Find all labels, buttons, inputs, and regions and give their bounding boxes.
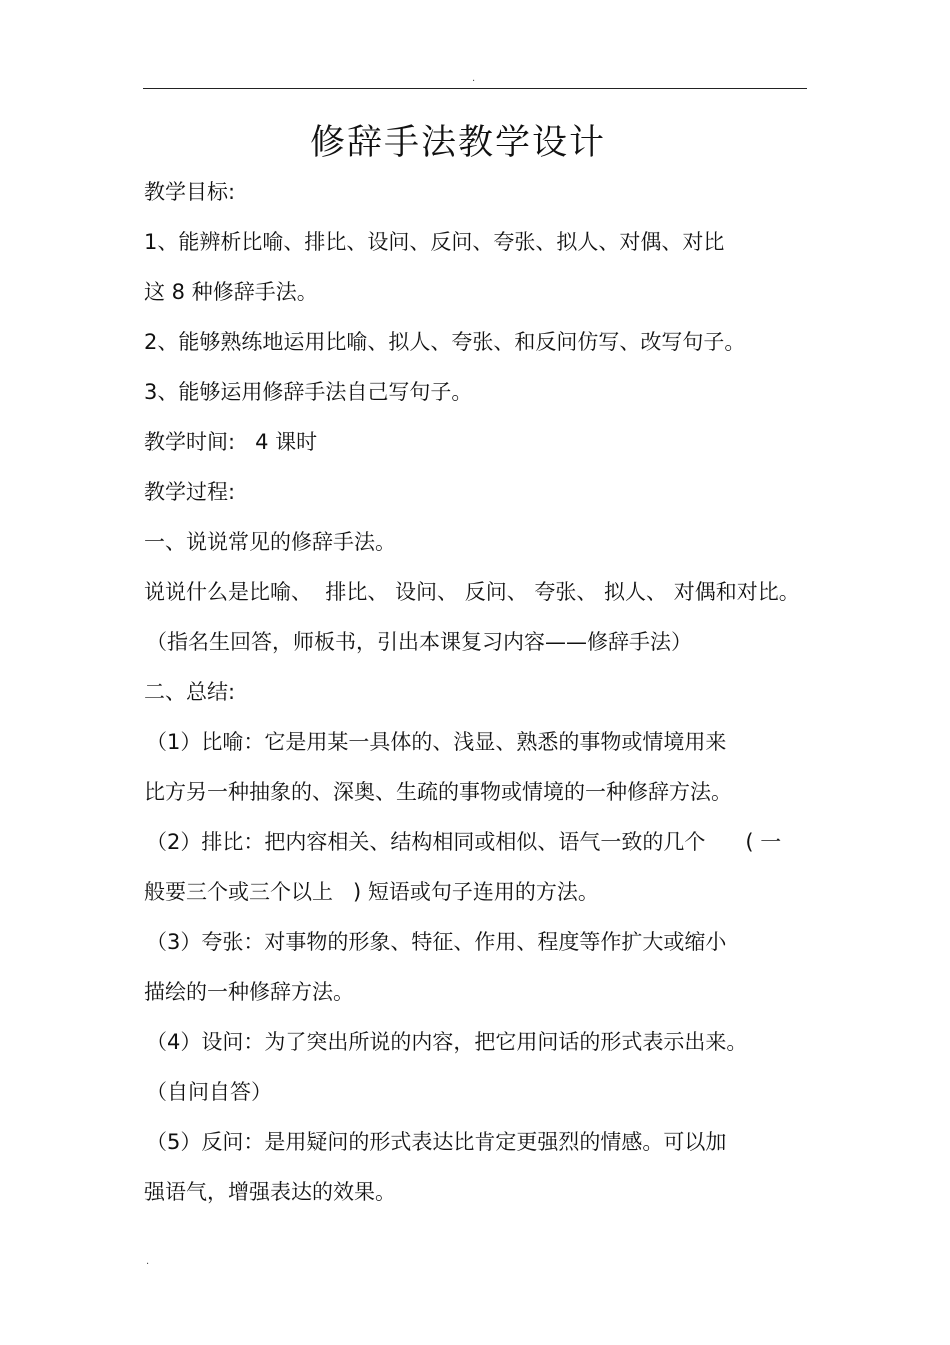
text-line: 说说什么是比喻、 排比、 设问、 反问、 夸张、 拟人、 对偶和对比。: [144, 580, 800, 604]
text-line: （5）反问：是用疑问的形式表达比肯定更强烈的情感。可以加: [146, 1130, 727, 1154]
text-line: 强语气，增强表达的效果。: [144, 1180, 396, 1204]
text-line: 二、总结:: [144, 680, 236, 704]
text-line: 这 8 种修辞手法。: [144, 280, 318, 304]
text-line: 般要三个或三个以上 ) 短语或句子连用的方法。: [144, 880, 599, 904]
text-line: 3、能够运用修辞手法自己写句子。: [144, 380, 473, 404]
text-line: 比方另一种抽象的、深奥、生疏的事物或情境的一种修辞方法。: [144, 780, 732, 804]
footer-dot: .: [146, 1256, 150, 1267]
header-dot: .: [472, 73, 476, 84]
text-line: （3）夸张：对事物的形象、特征、作用、程度等作扩大或缩小: [146, 930, 727, 954]
text-line: 教学过程:: [144, 480, 236, 504]
text-line: （4）设问：为了突出所说的内容，把它用问话的形式表示出来。: [146, 1030, 748, 1054]
document-title: 修辞手法教学设计: [309, 123, 606, 163]
text-line: （1）比喻：它是用某一具体的、浅显、熟悉的事物或情境用来: [146, 730, 727, 754]
text-line: 教学时间: 4 课时: [144, 430, 318, 454]
text-line: 1、能辨析比喻、排比、设问、反问、夸张、拟人、对偶、对比: [144, 230, 725, 254]
text-line: （指名生回答，师板书，引出本课复习内容——修辞手法）: [146, 630, 692, 654]
text-line: 一、说说常见的修辞手法。: [144, 530, 396, 554]
text-line: 描绘的一种修辞方法。: [144, 980, 354, 1004]
text-line: 教学目标:: [144, 180, 236, 204]
text-line: 2、能够熟练地运用比喻、拟人、夸张、和反问仿写、改写句子。: [144, 330, 746, 354]
text-line: （自问自答）: [146, 1080, 272, 1104]
header-rule: [143, 88, 807, 89]
text-line: （2）排比：把内容相关、结构相同或相似、语气一致的几个 ( 一: [146, 830, 782, 854]
